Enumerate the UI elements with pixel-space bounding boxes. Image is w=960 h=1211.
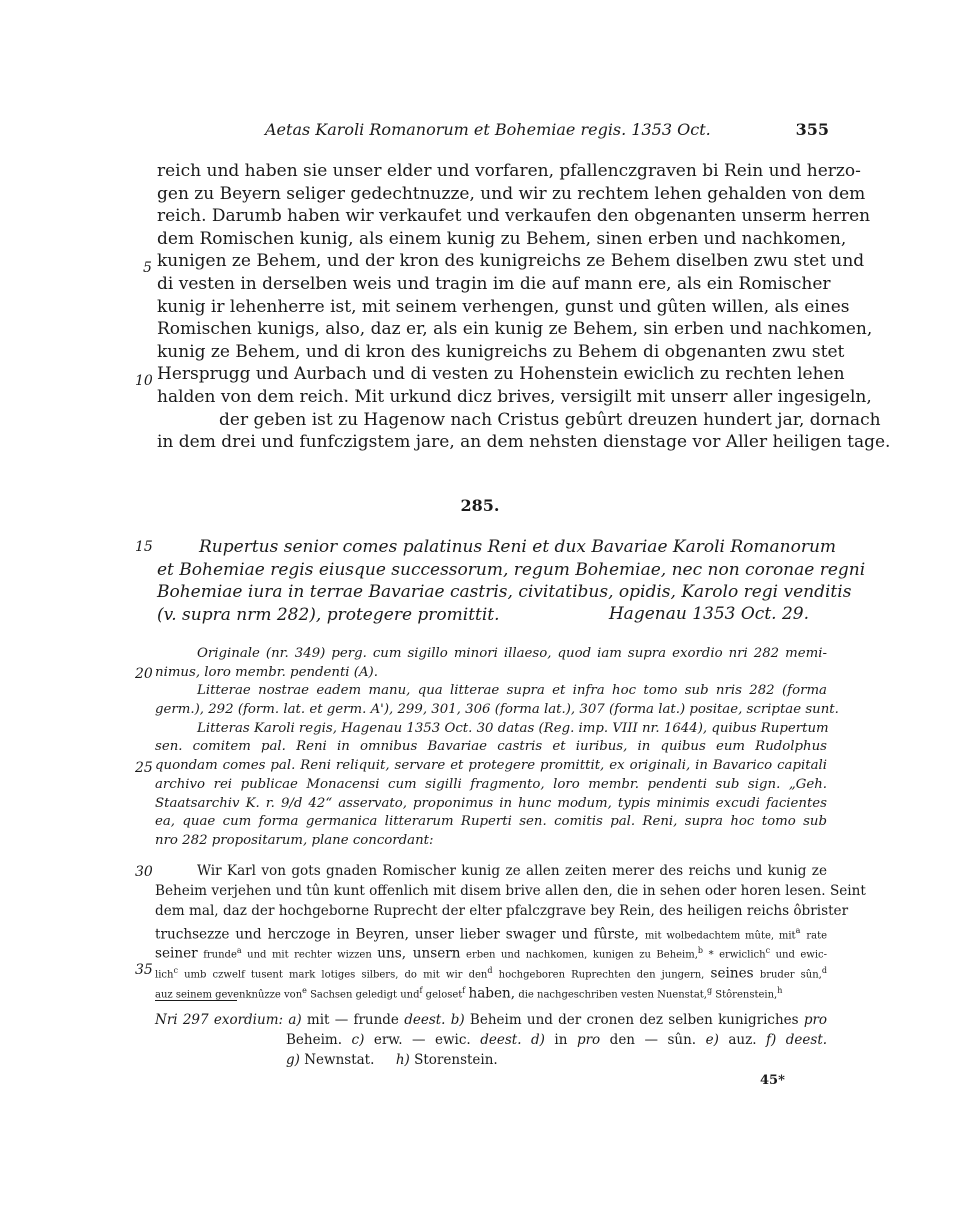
footnote-marker: c xyxy=(173,965,178,975)
footnote-marker: f xyxy=(462,985,466,995)
footnote-marker: d xyxy=(821,965,827,975)
charter-line-mixed xyxy=(155,941,827,961)
line-number: 15 xyxy=(135,539,153,555)
apparatus-text: den — sûn. xyxy=(609,1032,697,1048)
text-line: reich. Darumb haben wir verkaufet und verkaufen den obgenanten unserm herren xyxy=(157,206,871,227)
text-line: Hersprugg und Aurbach und di vesten zu Hohenstein ewiclich zu rechten lehen xyxy=(157,364,845,385)
charter-line-mixed xyxy=(155,981,827,1001)
text-line: kunigen ze Behem, und der kron des kunigreichs ze Behem diselben zwu stet und xyxy=(157,251,865,272)
apparatus-line xyxy=(155,1010,827,1030)
line-number: 30 xyxy=(135,864,153,880)
apparatus-text: Newnstat. xyxy=(304,1052,375,1068)
small-type-run: Stôrenstein, xyxy=(715,989,778,1001)
small-type-run: Sachsen geledigt und xyxy=(310,989,420,1001)
text-line: in dem drei und funfczigstem jare, an dem nehsten dienstage vor Aller heiligen tage. xyxy=(157,432,891,453)
running-header xyxy=(155,120,829,142)
small-type-run: rate xyxy=(806,930,828,942)
apparatus-intro: Nri 297 exordium: xyxy=(155,1012,284,1028)
apparatus-text: erw. — ewic. xyxy=(373,1032,471,1048)
regest-line: (v. supra nrm 282), protegere promittit. xyxy=(157,604,500,625)
charter-line: Beheim verjehen und tûn kunt offenlich mit disem brive allen den, die in sehen oder horen lesen. Seint xyxy=(155,882,866,899)
small-type-run: geloset xyxy=(425,989,463,1001)
apparatus-text: Beheim und der cronen dez selben kunigriches xyxy=(469,1012,799,1028)
footnote-siglum: d) xyxy=(531,1032,545,1048)
charter-line-mixed xyxy=(155,961,827,981)
regest-line: Rupertus senior comes palatinus Reni et dux Bavariae Karoli Romanorum xyxy=(199,537,837,557)
apparatus-line xyxy=(155,1050,827,1070)
text-line: dem Romischen kunig, als einem kunig zu Behem, sinen erben und nachkomen, xyxy=(157,228,847,249)
note-line: Staatsarchiv K. r. 9/d 42“ asservato, proponimus in hunc modum, typis minimis excudi facientes xyxy=(155,795,827,811)
note-line: quondam comes pal. Reni reliquit, servare et protegere promittit, ex originali, in Bavarico capitali xyxy=(155,758,827,774)
charter-text-run: uns, unsern xyxy=(377,945,461,962)
editorial-notes xyxy=(155,645,839,851)
apparatus-line xyxy=(155,1030,827,1050)
small-type-run: auz seinem gevenknûzze von xyxy=(155,989,303,1001)
charter-text-run: seiner xyxy=(155,945,198,962)
small-type-run: und ewic- xyxy=(775,949,828,961)
document-number: 285. xyxy=(460,496,500,515)
small-type-run: erben und nachkomen, kunigen zu Beheim, xyxy=(466,949,698,961)
footnote-siglum: e) xyxy=(705,1032,719,1048)
note-line: nimus, loro membr. pendenti (A). xyxy=(155,664,378,680)
text-line: kunig ir lehenherre ist, mit seinem verhengen, gunst und gûten willen, als eines xyxy=(157,296,850,317)
footnote-siglum: b) xyxy=(450,1012,465,1028)
footnote-siglum: a) xyxy=(288,1012,302,1028)
text-line: reich und haben sie unser elder und vorfaren, pfallenczgraven bi Rein und herzo- xyxy=(157,161,861,181)
apparatus-deest: deest. xyxy=(480,1032,522,1048)
apparatus-text: in xyxy=(554,1032,568,1048)
note-line: germ.), 292 (form. lat. et germ. A'), 299, 301, 306 (forma lat.), 307 (forma lat.) positae, scriptae sunt. xyxy=(155,702,839,718)
footnote-marker: a xyxy=(795,926,801,936)
apparatus-deest: deest. xyxy=(404,1012,446,1028)
charter-line: dem mal, daz der hochgeborne Ruprecht der elter pfalczgrave bey Rein, des heiligen reichs ôbrister xyxy=(155,902,849,919)
footnote-marker: g xyxy=(706,985,713,995)
charter-text-run: seines xyxy=(710,965,754,982)
place-date: Hagenau 1353 Oct. 29. xyxy=(608,603,809,624)
text-line: kunig ze Behem, und di kron des kunigreichs zu Behem di obgenanten zwu stet xyxy=(157,341,845,362)
line-number: 25 xyxy=(135,760,153,776)
charter-text-run: haben, xyxy=(468,985,516,1002)
page-number: 355 xyxy=(795,120,829,139)
small-type-run: umb czwelf tusent mark lotiges silbers, do mit wir den xyxy=(184,969,488,981)
running-title: Aetas Karoli Romanorum et Bohemiae regis. 1353 Oct. xyxy=(265,120,711,139)
text-line: halden von dem reich. Mit urkund dicz brives, versigilt mit unserr aller ingesigeln, xyxy=(157,386,872,407)
note-line: nro 282 propositarum, plane concordant: xyxy=(155,832,434,848)
charter-line-mixed xyxy=(155,921,827,941)
line-number: 20 xyxy=(135,666,153,682)
line-number: 35 xyxy=(135,962,153,978)
small-type-run: die nachgeschriben vesten Nuenstat, xyxy=(518,989,707,1001)
text-line: di vesten in derselben weis und tragin im die auf mann ere, als ein Romischer xyxy=(157,273,831,294)
text-line: Romischen kunigs, also, daz er, als ein kunig ze Behem, sin erben und nachkomen, xyxy=(157,319,873,340)
note-line: Litterae nostrae eadem manu, qua litterae supra et infra hoc tomo sub nris 282 (forma xyxy=(197,683,827,699)
regest-line: Bohemiae iura in terrae Bavariae castris, civitatibus, opidis, Karolo regi venditis xyxy=(157,582,852,603)
apparatus-text: Storenstein. xyxy=(414,1052,498,1068)
note-line: Litteras Karoli regis, Hagenau 1353 Oct. 30 datas (Reg. imp. VIII nr. 1644), quibus Rupertum xyxy=(197,720,829,736)
note-line: Originale (nr. 349) perg. cum sigillo minori illaeso, quod iam supra exordio nri 282 memi- xyxy=(197,646,827,661)
small-type-run: mit wolbedachtem mûte, mit xyxy=(644,930,796,942)
signature-mark: 45* xyxy=(760,1073,785,1088)
charter-text-run: truchsezze und herczoge in Beyren, unser lieber swager und fûrste, xyxy=(155,926,639,943)
footnote-marker: e xyxy=(302,985,307,995)
small-type-run: frunde xyxy=(203,949,237,961)
line-number: 10 xyxy=(135,373,153,389)
note-line: ea, quae cum forma germanica litterarum Ruperti sen. comitis pal. Reni, supra hoc tomo sub xyxy=(155,814,827,830)
apparatus-text: Beheim. xyxy=(286,1032,343,1048)
small-type-run: und mit rechter wizzen xyxy=(247,949,372,961)
body-text xyxy=(157,160,891,454)
footnote-marker: c xyxy=(765,946,771,956)
footnote-siglum: h) xyxy=(395,1052,410,1068)
small-type-run: bruder sûn, xyxy=(759,969,822,981)
apparatus-deest: deest. xyxy=(785,1032,828,1048)
footnote-marker: f xyxy=(419,985,423,995)
small-type-run: * erwiclich xyxy=(708,949,766,961)
footnote-marker: h xyxy=(777,985,783,995)
footnote-marker: d xyxy=(487,965,493,975)
footnote-marker: b xyxy=(697,946,704,956)
note-line: sen. comitem pal. Reni in omnibus Bavariae castris et iuribus, in quibus eum Rudolphus xyxy=(155,739,827,755)
apparatus-text: mit — frunde xyxy=(306,1012,399,1028)
footnote-rule xyxy=(155,1000,237,1001)
charter-line: Wir Karl von gots gnaden Romischer kunig ze allen zeiten merer des reichs und kunig ze xyxy=(197,863,827,879)
line-number: 5 xyxy=(143,260,152,276)
note-line: archivo rei publicae Monacensi cum sigilli fragmento, loro membr. pendenti sub sign. „Geh. xyxy=(155,776,827,792)
apparatus-pro: pro xyxy=(803,1012,828,1028)
footnote-marker: a xyxy=(236,946,242,956)
apparatus-pro: pro xyxy=(576,1032,601,1048)
text-line: gen zu Beyern seliger gedechtnuzze, und wir zu rechtem lehen gehalden von dem xyxy=(157,183,866,204)
regest-line: et Bohemiae regis eiusque successorum, regum Bohemiae, nec non coronae regni xyxy=(157,559,866,580)
footnote-siglum: f) xyxy=(766,1032,777,1048)
apparatus-text: auz. xyxy=(728,1032,757,1048)
footnote-siglum: g) xyxy=(286,1052,300,1068)
critical-apparatus xyxy=(155,1010,827,1070)
footnote-siglum: c) xyxy=(351,1032,365,1048)
small-type-run: lich xyxy=(155,969,174,981)
text-line: der geben ist zu Hagenow nach Cristus gebûrt dreuzen hundert jar, dornach xyxy=(219,409,881,430)
charter-text xyxy=(155,862,866,1002)
regest xyxy=(157,536,866,626)
small-type-run: hochgeboren Ruprechten den jungern, xyxy=(498,969,705,981)
